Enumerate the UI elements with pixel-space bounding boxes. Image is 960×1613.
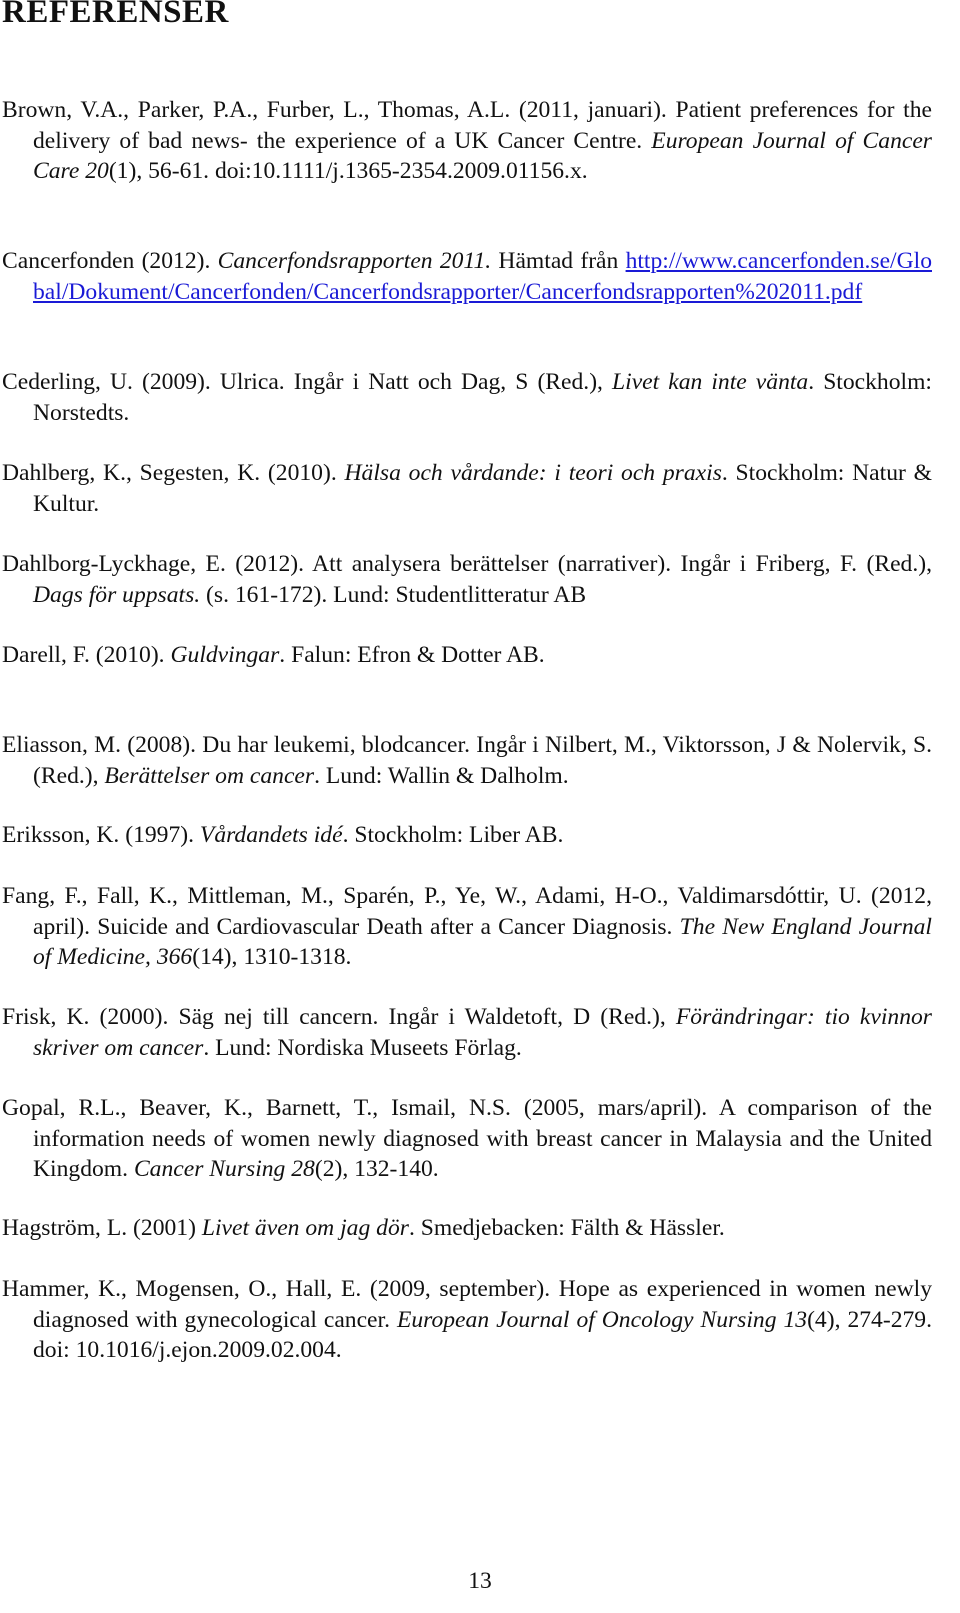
ref-text: Hammer, K., Mogensen, O., Hall, E. (2009, september). Hope as experienced in women newly diagnosed with gynecological cancer. [2, 1276, 932, 1333]
ref-title: Dags för uppsats. [33, 581, 201, 608]
ref-details: . Stockholm: Norstedts. [33, 369, 932, 426]
ref-journal: European Journal of Cancer Care 20 [33, 127, 932, 184]
ref-title: Vårdandets idé [199, 822, 343, 848]
reference-dahlborg [2, 549, 932, 610]
reference-frisk [2, 1002, 932, 1063]
reference-darell [2, 640, 932, 671]
ref-details: (2), 132-140. [314, 1156, 439, 1182]
ref-details: . Stockholm: Natur & Kultur. [33, 460, 932, 517]
ref-text: Gopal, R.L., Beaver, K., Barnett, T., Ismail, N.S. (2005, mars/april). A comparison of the information needs of women newly diagnosed with breast cancer in Malaysia and the United Kingdom. [2, 1095, 932, 1182]
reference-brown [2, 95, 932, 187]
ref-title: Berättelser om cancer [104, 762, 315, 789]
ref-title: Livet även om jag dör [201, 1215, 409, 1241]
ref-details: . Smedjebacken: Fälth & Hässler. [408, 1215, 725, 1241]
ref-details: (s. 161-172). Lund: Studentlitteratur AB [200, 581, 587, 608]
ref-details: Hämtad från [491, 248, 626, 274]
ref-journal: The New England Journal of Medicine, 366 [33, 913, 932, 970]
reference-hammer [2, 1274, 932, 1366]
ref-title: Förändringar: tio kvinnor skriver om cancer [33, 1004, 932, 1061]
ref-text: Frisk, K. (2000). Säg nej till cancern. Ingår i Waldetoft, D (Red.), [2, 1004, 676, 1030]
page-heading: REFERENSER [2, 0, 229, 30]
ref-text: Dahlberg, K., Segesten, K. (2010). [2, 460, 345, 486]
ref-text: Dahlborg-Lyckhage, E. (2012). Att analysera berättelser (narrativer). Ingår i Friberg, F. (Red.), [2, 551, 932, 577]
reference-link[interactable]: http://www.cancerfonden.se/Global/Dokument/Cancerfonden/Cancerfondsrapporter/Cancerfondsrapporten%202011.pdf [33, 248, 932, 305]
ref-text: Hagström, L. (2001) [2, 1215, 202, 1241]
ref-details: (4), 274-279. doi: 10.1016/j.ejon.2009.02.004. [33, 1306, 932, 1363]
reference-eriksson [2, 820, 932, 851]
reference-fang [2, 881, 932, 973]
ref-text: Eliasson, M. (2008). Du har leukemi, blodcancer. Ingår i Nilbert, M., Viktorsson, J & Nolervik, S. (Red.), [2, 732, 932, 789]
ref-text: Brown, V.A., Parker, P.A., Furber, L., Thomas, A.L. (2011, januari). Patient preferences for the delivery of bad news- the experience of a UK Cancer Centre. [2, 97, 932, 154]
reference-dahlberg [2, 458, 932, 519]
ref-details: . Stockholm: Liber AB. [342, 822, 564, 848]
ref-title: Guldvingar [170, 642, 280, 668]
reference-hagstrom [2, 1213, 932, 1244]
ref-details: . Falun: Efron & Dotter AB. [279, 642, 545, 668]
ref-text: Cancerfonden (2012). [2, 248, 218, 274]
ref-title: Livet kan inte vänta [612, 369, 809, 395]
reference-cancerfonden [2, 246, 932, 307]
reference-eliasson [2, 730, 932, 791]
page-number: 13 [468, 1568, 492, 1594]
ref-text: Cederling, U. (2009). Ulrica. Ingår i Natt och Dag, S (Red.), [2, 369, 613, 395]
ref-details: . Lund: Nordiska Museets Förlag. [203, 1034, 522, 1061]
ref-details: (14), 1310-1318. [192, 944, 352, 970]
ref-text: Fang, F., Fall, K., Mittleman, M., Sparén, P., Ye, W., Adami, H-O., Valdimarsdóttir, U. (2012, april). Suicide and Cardiovascular Death after a Cancer Diagnosis. [2, 883, 932, 940]
ref-text: Darell, F. (2010). [2, 642, 171, 668]
reference-cederling [2, 367, 932, 428]
ref-title: Cancerfondsrapporten 2011. [217, 248, 492, 274]
ref-title: Hälsa och vårdande: i teori och praxis [344, 460, 722, 486]
ref-journal: Cancer Nursing 28 [133, 1156, 315, 1182]
ref-details: . Lund: Wallin & Dalholm. [314, 762, 569, 789]
ref-details: (1), 56-61. doi:10.1111/j.1365-2354.2009.01156.x. [108, 158, 588, 184]
reference-gopal [2, 1093, 932, 1185]
ref-journal: European Journal of Oncology Nursing 13 [396, 1306, 808, 1333]
ref-text: Eriksson, K. (1997). [2, 822, 200, 848]
